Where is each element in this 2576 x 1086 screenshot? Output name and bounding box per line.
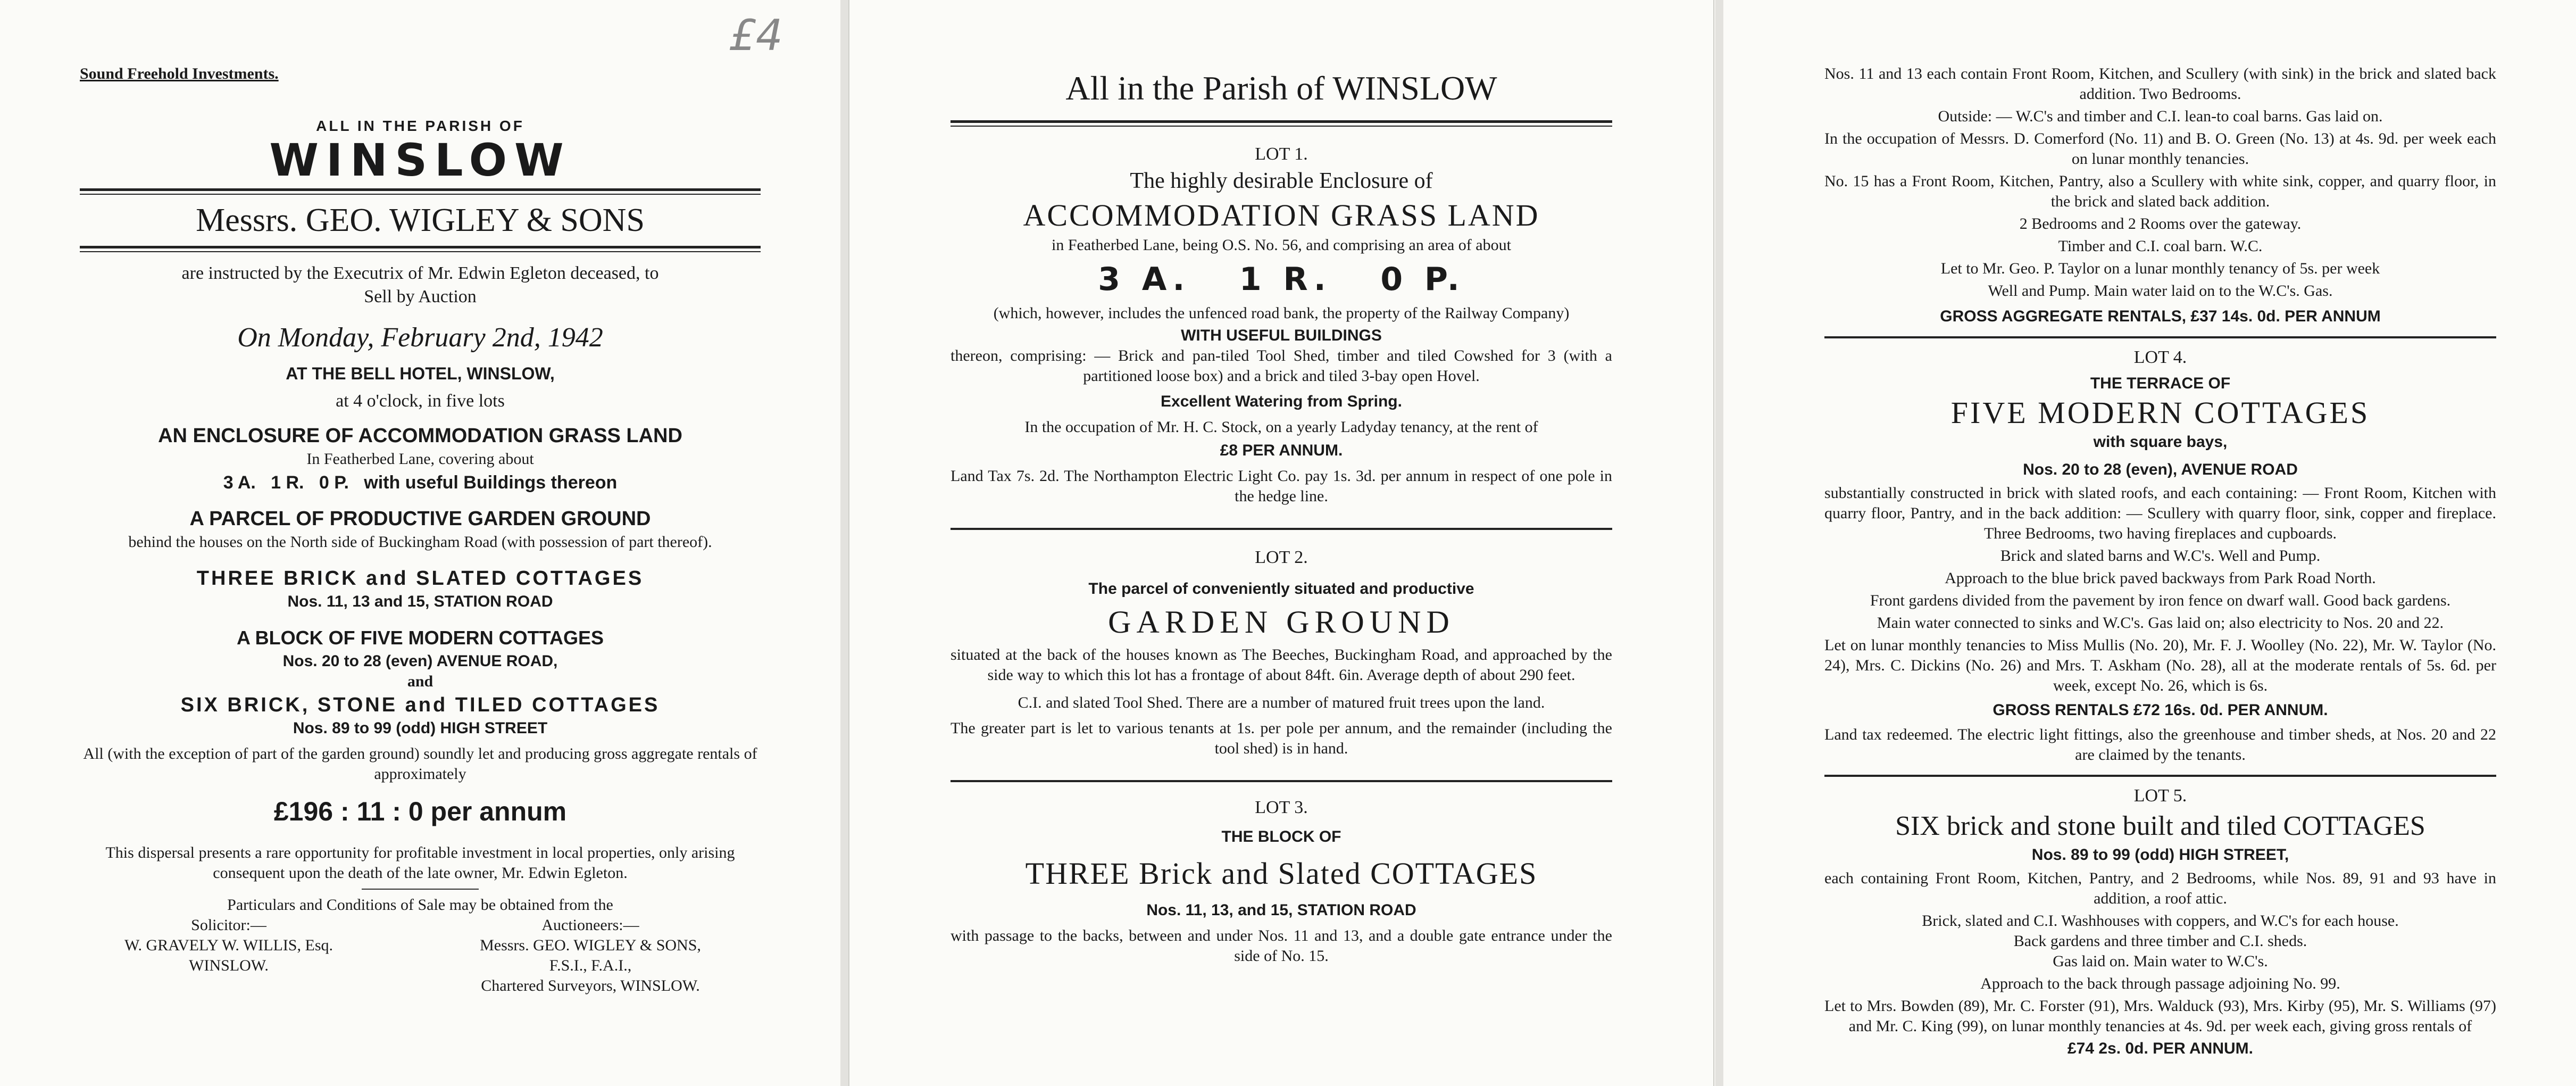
- lot3-bedrooms: 2 Bedrooms and 2 Rooms over the gateway.: [2019, 215, 2302, 233]
- instructed-line: are instructed by the Executrix of Mr. Edwin Egleton deceased, to: [181, 263, 659, 283]
- lot4-construction: substantially constructed in brick with slated roofs, and each containing: — Front Room, Kitchen with quarry floor, Pantry, and in the back addition: — Scullery with quarry floor, sink, copper and fireplace. Three Bedrooms, two having fireplaces and cupboards.: [1824, 484, 2496, 542]
- parish-heading: All in the Parish of WINSLOW: [1065, 69, 1497, 107]
- lot3-passage: with passage to the backs, between and under Nos. 11 and 13, and a double gate entrance under the side of No. 15.: [951, 927, 1612, 965]
- page-gutter: [1715, 0, 1723, 1086]
- lot3-summary-sub: Nos. 11, 13 and 15, STATION ROAD: [287, 593, 553, 610]
- lot5-accommodation: each containing Front Room, Kitchen, Pantry, and 2 Bedrooms, while Nos. 89, 91 and 93 have in addition, a roof attic.: [1824, 869, 2496, 907]
- lot3-occupation: In the occupation of Messrs. D. Comerford (No. 11) and B. O. Green (No. 13) at 4s. 9d. per week each on lunar monthly tenancies.: [1824, 130, 2496, 168]
- lot5-services: Gas laid on. Main water to W.C's.: [2053, 952, 2268, 970]
- lot1-title: ACCOMMODATION GRASS LAND: [1023, 198, 1540, 233]
- lot1-summary-area: 3 A. 1 R. 0 P. with useful Buildings thereon: [223, 472, 618, 493]
- page-1-cover: [0, 0, 840, 1086]
- lot3-intro: THE BLOCK OF: [1221, 828, 1341, 845]
- lot2-number: LOT 2.: [1255, 548, 1308, 567]
- auctioneer-block: [420, 915, 761, 996]
- lot1-intro: The highly desirable Enclosure of: [1130, 169, 1433, 193]
- lot4-bays: with square bays,: [2093, 433, 2228, 451]
- dispersal-note: This dispersal presents a rare opportunity for profitable investment in local properties, only arising consequent upon the death of the late owner, Mr. Edwin Egleton.: [105, 844, 735, 882]
- auctioneer-qualifications: F.S.I., F.A.I.,: [549, 957, 632, 974]
- double-rule: [80, 188, 761, 195]
- total-rental: £196 : 11 : 0 per annum: [273, 797, 567, 826]
- solicitor-town: WINSLOW.: [189, 957, 269, 974]
- lot4-approach: Approach to the blue brick paved backways from Park Road North.: [1945, 569, 2376, 587]
- section-rule: [1824, 775, 2496, 777]
- lot1-number: LOT 1.: [1255, 144, 1308, 164]
- lot1-area-display: 3 A. 1 R. 0 P.: [1098, 261, 1465, 298]
- lot3-no-15: No. 15 has a Front Room, Kitchen, Pantry, also a Scullery with white sink, copper, and quarry floor, in the brick and slated back addition.: [1824, 172, 2496, 210]
- venue: AT THE BELL HOTEL, WINSLOW,: [286, 364, 555, 383]
- lot5-approach: Approach to the back through passage adjoining No. 99.: [1980, 975, 2340, 992]
- lot2-intro: The parcel of conveniently situated and productive: [1088, 580, 1474, 598]
- lot3-nos-11-13: Nos. 11 and 13 each contain Front Room, Kitchen, and Scullery (with sink) in the brick and slated back addition. Two Bedrooms.: [1824, 65, 2496, 103]
- lot4-gardens: Front gardens divided from the pavement by iron fence on dwarf wall. Good back gardens.: [1870, 592, 2451, 609]
- lot1-occupation: In the occupation of Mr. H. C. Stock, on a yearly Ladyday tenancy, at the rent of: [1024, 418, 1538, 436]
- lot1-summary-sub: In Featherbed Lane, covering about: [306, 450, 534, 468]
- section-rule: [1824, 336, 2496, 338]
- short-rule: [362, 889, 479, 890]
- lot3-title: THREE Brick and Slated COTTAGES: [1025, 856, 1538, 891]
- lot4-address: Nos. 20 to 28 (even), AVENUE ROAD: [2023, 461, 2298, 478]
- lot1-summary-title: AN ENCLOSURE OF ACCOMMODATION GRASS LAND: [158, 425, 682, 447]
- sale-time: at 4 o'clock, in five lots: [336, 391, 505, 411]
- lot4-summary-sub: Nos. 20 to 28 (even) AVENUE ROAD,: [282, 652, 558, 670]
- lot5-washhouses: Brick, slated and C.I. Washhouses with coppers, and W.C's for each house.: [1922, 912, 2399, 930]
- double-rule: [951, 120, 1612, 127]
- lot4-land-tax: Land tax redeemed. The electric light fittings, also the greenhouse and timber sheds, at Nos. 20 and 22 are claimed by the tenants.: [1824, 726, 2496, 764]
- lot4-number: LOT 4.: [2133, 347, 2187, 367]
- particulars-line: Particulars and Conditions of Sale may be obtained from the: [227, 896, 613, 914]
- lot2-shed: C.I. and slated Tool Shed. There are a number of matured fruit trees upon the land.: [1018, 694, 1545, 711]
- lot2-summary-sub: behind the houses on the North side of Buckingham Road (with possession of part thereof).: [128, 533, 712, 551]
- lot4-title: FIVE MODERN COTTAGES: [1950, 395, 2370, 430]
- and-connector: and: [407, 673, 433, 690]
- handwritten-note: £4: [729, 11, 783, 60]
- lot1-railway-note: (which, however, includes the unfenced road bank, the property of the Railway Company): [993, 304, 1570, 322]
- lot3-coal-barn: Timber and C.I. coal barn. W.C.: [2058, 237, 2263, 255]
- lot5-summary-title: SIX BRICK, STONE and TILED COTTAGES: [180, 694, 660, 716]
- lot5-address: Nos. 89 to 99 (odd) HIGH STREET,: [2031, 846, 2289, 864]
- lot4-intro: THE TERRACE OF: [2090, 375, 2231, 392]
- auctioneer-firm: Messrs. GEO. WIGLEY & SONS: [196, 202, 645, 238]
- lot4-barns: Brick and slated barns and W.C's. Well and Pump.: [2000, 547, 2321, 565]
- lot4-summary-title: A BLOCK OF FIVE MODERN COTTAGES: [237, 627, 604, 649]
- sale-date: On Monday, February 2nd, 1942: [237, 322, 603, 353]
- page-gutter: [840, 0, 848, 1086]
- town-title: WINSLOW: [269, 134, 571, 186]
- lot2-tenancy: The greater part is let to various tenants at 1s. per pole per annum, and the remainder (including the tool shed) is in hand.: [951, 719, 1612, 757]
- rentals-intro: All (with the exception of part of the garden ground) soundly let and producing gross aggregate rentals of approximately: [83, 745, 757, 783]
- lot1-buildings-heading: WITH USEFUL BUILDINGS: [1181, 327, 1382, 344]
- lot3-gross-rentals: GROSS AGGREGATE RENTALS, £37 14s. 0d. PER ANNUM: [1940, 308, 2381, 325]
- lot5-number: LOT 5.: [2133, 786, 2187, 806]
- auctioneer-name: Messrs. GEO. WIGLEY & SONS,: [480, 936, 701, 954]
- solicitor-name: W. GRAVELY W. WILLIS, Esq.: [124, 936, 333, 954]
- lot1-watering: Excellent Watering from Spring.: [1161, 393, 1402, 410]
- sell-line: Sell by Auction: [364, 287, 477, 306]
- section-rule: [951, 528, 1612, 530]
- contacts: [80, 915, 761, 996]
- lot5-tenancies: Let to Mrs. Bowden (89), Mr. C. Forster (91), Mrs. Walduck (93), Mrs. Kirby (95), Mr. S. Williams (97) and Mr. C. King (99), on lunar monthly tenancies at 4s. 9d. per week each, giving gross rentals of: [1824, 997, 2496, 1035]
- section-rule: [951, 780, 1612, 782]
- lot5-gardens: Back gardens and three timber and C.I. sheds.: [2013, 932, 2307, 950]
- page-2-lots: [848, 0, 1714, 1086]
- lot3-number: LOT 3.: [1255, 798, 1308, 817]
- double-rule: [80, 246, 761, 252]
- solicitor-block: [80, 915, 378, 996]
- lot2-title: GARDEN GROUND: [1108, 604, 1455, 640]
- auctioneer-town: Chartered Surveyors, WINSLOW.: [481, 977, 700, 994]
- parish-line: ALL IN THE PARISH OF: [316, 118, 524, 134]
- lot1-tax: Land Tax 7s. 2d. The Northampton Electric Light Co. pay 1s. 3d. per annum in respect of one pole in the hedge line.: [951, 467, 1612, 505]
- lot3-summary-title: THREE BRICK and SLATED COTTAGES: [196, 567, 644, 590]
- lot4-tenancies: Let on lunar monthly tenancies to Miss Mullis (No. 20), Mr. F. J. Woolley (No. 22), Mr. W. Taylor (No. 24), Mrs. C. Dickins (No. 26) and Mrs. T. Askham (No. 28), all at the moderate rentals of 5s. 6d. per week, except No. 26, which is 6s.: [1824, 636, 2496, 694]
- lot3-services: Well and Pump. Main water laid on to the W.C's. Gas.: [1988, 282, 2333, 300]
- lot5-summary-sub: Nos. 89 to 99 (odd) HIGH STREET: [293, 719, 548, 737]
- lot1-location: in Featherbed Lane, being O.S. No. 56, and comprising an area of about: [1052, 236, 1511, 254]
- auctioneer-label: Auctioneers:—: [541, 916, 639, 934]
- header-tagline: Sound Freehold Investments.: [80, 65, 279, 82]
- lot1-buildings-detail: thereon, comprising: — Brick and pan-tiled Tool Shed, timber and tiled Cowshed for 3 (with a partitioned loose box) and a brick and tiled 3-bay open Hovel.: [951, 347, 1612, 385]
- lot2-description: situated at the back of the houses known as The Beeches, Buckingham Road, and approached by the side way to which this lot has a frontage of about 84ft. 6in. Average depth of about 290 feet.: [951, 646, 1612, 684]
- lot5-gross-rentals: £74 2s. 0d. PER ANNUM.: [2068, 1040, 2253, 1057]
- lot2-summary-title: A PARCEL OF PRODUCTIVE GARDEN GROUND: [189, 508, 651, 530]
- lot5-title: SIX brick and stone built and tiled COTTAGES: [1895, 811, 2425, 841]
- lot1-rent: £8 PER ANNUM.: [1220, 442, 1343, 459]
- page-3-lots: [1723, 0, 2576, 1086]
- solicitor-label: Solicitor:—: [191, 916, 266, 934]
- lot4-services: Main water connected to sinks and W.C's. Gas laid on; also electricity to Nos. 20 and 22.: [1877, 614, 2444, 632]
- lot4-gross-rentals: GROSS RENTALS £72 16s. 0d. PER ANNUM.: [1993, 701, 2328, 719]
- lot3-taylor-tenancy: Let to Mr. Geo. P. Taylor on a lunar monthly tenancy of 5s. per week: [1940, 260, 2380, 277]
- lot3-address: Nos. 11, 13, and 15, STATION ROAD: [1146, 901, 1416, 919]
- lot3-outside: Outside: — W.C's and timber and C.I. lean-to coal barns. Gas laid on.: [1938, 107, 2383, 125]
